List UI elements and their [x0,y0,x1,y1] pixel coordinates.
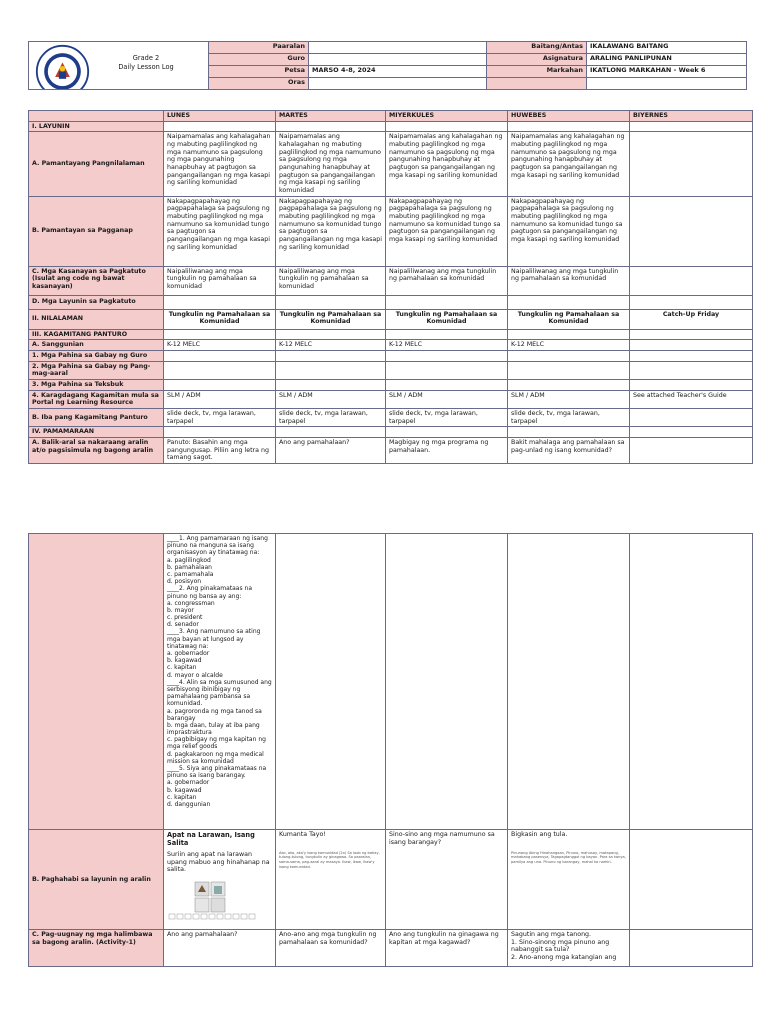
asignatura-value[interactable]: ARALING PANLIPUNAN [587,54,747,66]
header-logo-cell [29,42,209,90]
poem-text: Pinunong Aking Hinahangaan, Pinuno, mahusay, matapang, mahabang pasensya, Tagapagtanggol ng bayan. Para sa kanya, pamilya ang una. Pinuno ng barangay, mahal ka namin. [511,850,626,865]
pag-uugnay-miyerkules: Ano ang tungkulin na ginagawa ng kapitan at mga kagawad? [386,930,508,967]
log-title: Daily Lesson Log [118,62,174,71]
four-pictures-icon [167,880,267,920]
paghahabi-lunes-title: Apat na Larawan, Isang Salita [167,831,255,848]
balik-aral-label-cont [29,534,164,830]
nilalaman-miyerkules: Tungkulin ng Pamahalaan sa Komunidad [386,309,508,329]
pagganap-huwebes: Nakapagpapahayag ng pagpapahalaga sa pagsulong ng mabuting paglilingkod ng mga namumuno sa komunidad tungo sa pagtugon sa pangangailangan ng mga kasapi ng sariling komunidad [508,196,630,266]
balik-aral-huwebes: Bakit mahalaga ang pamahalaan sa pag-unlad ng isang komunidad? [508,438,630,464]
teksbuk-label: 3. Mga Pahina sa Teksbuk [29,380,164,391]
oras-label: Oras [209,78,309,90]
kagamitan-section: III. KAGAMITANG PANTURO [29,329,164,340]
sanggunian-label: A. Sanggunian [29,340,164,351]
karagdagang-huwebes: SLM / ADM [508,390,630,408]
karagdagang-biyernes: See attached Teacher's Guide [630,390,753,408]
song-title: Kumanta Tayo! [279,831,326,838]
iba-miyerkules: slide deck, tv, mga larawan, tarpapel [386,409,508,427]
day-header-biyernes: BIYERNES [630,111,753,122]
baitang-label: Baitang/Antas [487,42,587,54]
iba-martes: slide deck, tv, mga larawan, tarpapel [276,409,386,427]
pagganap-miyerkules: Nakapagpapahayag ng pagpapahalaga sa pagsulong ng mabuting paglilingkod ng mga namumuno sa komunidad tungo sa pagtugon sa pangangailangan ng mga kasapi ng sariling komunidad [386,196,508,266]
deped-seal-icon [35,44,90,90]
kasanayan-huwebes: Naipaliliwanag ang mga tungkulin ng pamahalaan sa komunidad [508,266,630,295]
balik-aral-label: A. Balik-aral sa nakaraang aralin at/o pagsisimula ng bagong aralin [29,438,164,464]
guro-label: Guro [209,54,309,66]
day-header-miyerkules: MIYERKULES [386,111,508,122]
paghahabi-label: B. Paghahabi sa layunin ng aralin [29,830,164,930]
paaralan-label: Paaralan [209,42,309,54]
header-table [28,41,747,90]
karagdagang-lunes: SLM / ADM [164,390,276,408]
empty-value-cell [587,78,747,90]
pamantayang-martes: Naipamamalas ang kahalagahan ng mabuting paglilingkod ng mga namumuno sa pagsulong ng mga pangunahing hanapbuhay at pagtugon sa pangangailangan ng mga kasapi ng sariling komunidad [276,132,386,196]
nilalaman-huwebes: Tungkulin ng Pamahalaan sa Komunidad [508,309,630,329]
pagganap-biyernes [630,196,753,266]
sanggunian-lunes: K-12 MELC [164,340,276,351]
iba-label: B. Iba pang Kagamitang Panturo [29,409,164,427]
nilalaman-biyernes: Catch-Up Friday [630,309,753,329]
paaralan-value[interactable] [309,42,487,54]
guro-value[interactable] [309,54,487,66]
pagganap-martes: Nakapagpapahayag ng pagpapahalaga sa pagsulong ng mabuting paglilingkod ng mga namumuno sa komunidad tungo sa pagtugon sa pangangailangan ng mga kasapi ng sariling komunidad [276,196,386,266]
day-header-martes: MARTES [276,111,386,122]
pamantayang-miyerkules: Naipamamalas ang kahalagahan ng mabuting paglilingkod ng mga namumuno sa pagsulong ng mga pangunahing hanapbuhay at pagtugon sa pangangailangan ng mga kasapi ng sariling komunidad [386,132,508,196]
karagdagang-martes: SLM / ADM [276,390,386,408]
pagganap-label: B. Pamantayan sa Pagganap [29,196,164,266]
oras-value[interactable] [309,78,487,90]
kasanayan-biyernes [630,266,753,295]
pag-uugnay-label: C. Pag-uugnay ng mga halimbawa sa bagong aralin. (Activity-1) [29,930,164,967]
sanggunian-miyerkules: K-12 MELC [386,340,508,351]
quiz-items: ____1. Ang pamamaraan ng isang pinuno na manguna sa isang organisasyon ay tinatawag na: a. paglilingkod b. pamahalaan c. pamamahala d. posisyon ____2. Ang pinakamataas na pinuno ng bansa ay ang: a. congressman b. mayor c. president d. senador ____3. Ang namumuno sa ating mga bayan at lungsod ay tinatawag na: a. gobernador b. kagawad c. kapitan d. mayor o alcalde ____4. Alin sa mga sumusunod ang serbisyong ibinibigay ng pamahalaang pambansa sa komunidad. a. pagroronda ng mga tanod sa barangay b. mga daan, tulay at iba pang imprastraktura c. pagbibigay ng mga kapitan ng mga relief goods d. pagkakaroon ng mga medical mission sa komunidad ____5. Siya ang pinakamataas na pinuno sa isang barangay. a. gobernador b. kagawad c. kapitan d. danggunian [164,534,276,830]
karagdagang-miyerkules: SLM / ADM [386,390,508,408]
poem-instruction: Bigkasin ang tula. [511,831,568,838]
pamantayang-lunes: Naipamamalas ang kahalagahan ng mabuting paglilingkod ng mga namumuno sa pagsulong ng mga pangunahing hanapbuhay at pagtugon sa pangangailangan ng mga kasapi ng sariling komunidad [164,132,276,196]
kasanayan-martes: Naipaliliwanag ang mga tungkulin ng pamahalaan sa komunidad [276,266,386,295]
balik-aral-martes: Ano ang pamahalaan? [276,438,386,464]
grade-label: Grade 2 [132,54,160,62]
pamamaraan-section: IV. PAMAMARAAN [29,427,164,438]
pag-uugnay-lunes: Ano ang pamahalaan? [164,930,276,967]
markahan-value[interactable]: IKATLONG MARKAHAN - Week 6 [587,66,747,78]
kasanayan-miyerkules: Naipaliliwanag ang mga tungkulin ng pamahalaan sa komunidad [386,266,508,295]
kasanayan-lunes: Naipaliliwanag ang mga tungkulin ng pamahalaan sa komunidad [164,266,276,295]
balik-aral-miyerkules: Magbigay ng mga programa ng pamahalaan. [386,438,508,464]
paghahabi-lunes-body: Suriin ang apat na larawan upang mabuo ang hinahanap na salita. [167,851,270,874]
petsa-label: Petsa [209,66,309,78]
day-header-lunes: LUNES [164,111,276,122]
paghahabi-huwebes [508,830,630,930]
iba-huwebes: slide deck, tv, mga larawan, tarpapel [508,409,630,427]
paghahabi-martes [276,830,386,930]
kasanayan-label: C. Mga Kasanayan sa Pagkatuto (Isulat ang code ng bawat kasanayan) [29,266,164,295]
nilalaman-lunes: Tungkulin ng Pamahalaan sa Komunidad [164,309,276,329]
gabay-mag-aaral-label: 2. Mga Pahina sa Gabay ng Pang-mag-aaral [29,361,164,379]
pamantayang-huwebes: Naipamamalas ang kahalagahan ng mabuting paglilingkod ng mga namumuno sa pagsulong ng mga pangunahing hanapbuhay at pagtugon sa pangangailangan ng mga kasapi ng sariling komunidad [508,132,630,196]
layunin-section: I. LAYUNIN [29,121,164,132]
markahan-label: Markahan [487,66,587,78]
pamantayang-label: A. Pamantayang Pangnilalaman [29,132,164,196]
pamantayang-biyernes [630,132,753,196]
iba-lunes: slide deck, tv, mga larawan, tarpapel [164,409,276,427]
gabay-guro-label: 1. Mga Pahina sa Gabay ng Guro [29,351,164,362]
pag-uugnay-huwebes: Sagutin ang mga tanong. 1. Sino-sinong mga pinuno ang nabanggit sa tula? 2. Ano-anong mga katangian ang [508,930,630,967]
karagdagang-label: 4. Karagdagang Kagamitan mula sa Portal ng Learning Resource [29,390,164,408]
sanggunian-huwebes: K-12 MELC [508,340,630,351]
paghahabi-lunes [164,830,276,930]
pagganap-lunes: Nakapagpapahayag ng pagpapahalaga sa pagsulong ng mabuting paglilingkod ng mga namumuno sa komunidad tungo sa pagtugon sa pangangailangan ng mga kasapi ng sariling komunidad [164,196,276,266]
sanggunian-martes: K-12 MELC [276,340,386,351]
nilalaman-martes: Tungkulin ng Pamahalaan sa Komunidad [276,309,386,329]
paghahabi-miyerkules: Sino-sino ang mga namumuno sa isang barangay? [386,830,508,930]
empty-label-cell [487,78,587,90]
song-lyrics: Ako, ako, ako'y isang komunidad (2x) Sa loob ng bahay, tulong-tulong, tungkulin ay ginagawa. Sa paaralan, sama-sama, pag-aaral ay masaya. Ikaw, ikaw, ikaw'y isang komunidad. [279,850,380,869]
day-header-huwebes: HUWEBES [508,111,630,122]
nilalaman-label: II. NILALAMAN [29,309,164,329]
balik-aral-lunes: Panuto: Basahin ang mga pangungusap. Piliin ang letra ng tamang sagot. [164,438,276,464]
layunin-pagkatuto-label: D. Mga Layunin sa Pagkatuto [29,295,164,309]
asignatura-label: Asignatura [487,54,587,66]
corner-cell [29,111,164,122]
petsa-value[interactable]: MARSO 4-8, 2024 [309,66,487,78]
baitang-value[interactable]: IKALAWANG BAITANG [587,42,747,54]
lesson-table [28,110,753,464]
grade-title-box [103,54,189,72]
pag-uugnay-martes: Ano-ano ang mga tungkulin ng pamahalaan sa komunidad? [276,930,386,967]
lesson-table-continued [28,533,753,967]
